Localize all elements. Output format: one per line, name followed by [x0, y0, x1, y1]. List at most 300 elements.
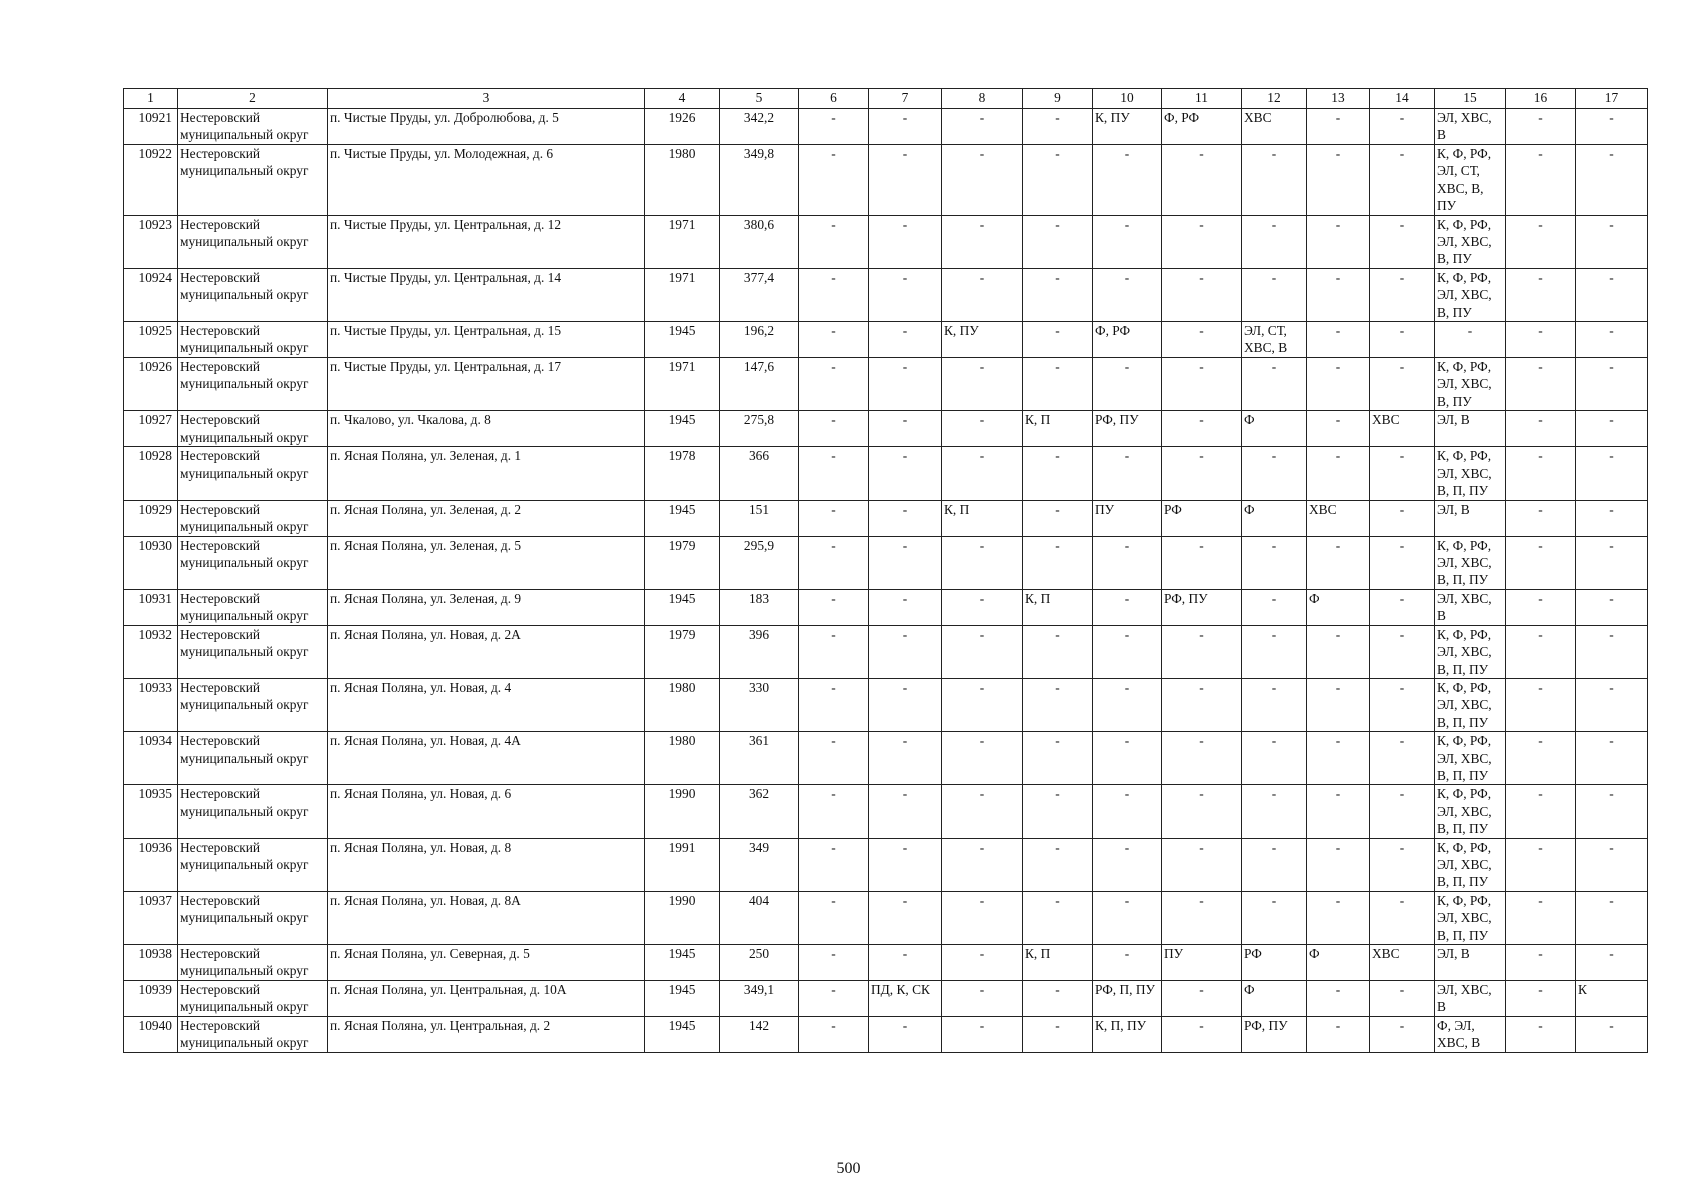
- cell-col-13: -: [1307, 411, 1370, 447]
- cell-col-7: ПД, К, СК: [869, 981, 942, 1017]
- cell-col-6: -: [799, 1017, 869, 1053]
- cell-area: 330: [720, 678, 799, 731]
- cell-col-7: -: [869, 678, 942, 731]
- cell-col-10: -: [1093, 358, 1162, 411]
- cell-year-built: 1978: [645, 447, 720, 500]
- cell-record-id: 10922: [124, 145, 178, 216]
- cell-col-8: -: [942, 732, 1023, 785]
- table-row: [124, 945, 1648, 981]
- cell-municipality: Нестеровский муниципальный округ: [178, 838, 328, 891]
- cell-col-12: -: [1242, 678, 1307, 731]
- cell-col-8: -: [942, 1017, 1023, 1053]
- cell-col-8: -: [942, 215, 1023, 268]
- cell-col-12: РФ, ПУ: [1242, 1017, 1307, 1053]
- cell-col-16: -: [1506, 589, 1576, 625]
- cell-col-7: -: [869, 322, 942, 358]
- cell-col-17: -: [1576, 145, 1648, 216]
- column-number-14: 14: [1370, 89, 1435, 109]
- cell-col-6: -: [799, 411, 869, 447]
- cell-year-built: 1990: [645, 785, 720, 838]
- cell-record-id: 10934: [124, 732, 178, 785]
- cell-col-9: -: [1023, 838, 1093, 891]
- cell-col-10: -: [1093, 838, 1162, 891]
- cell-area: 295,9: [720, 536, 799, 589]
- cell-col-15: ЭЛ, ХВС, В: [1435, 109, 1506, 145]
- cell-area: 362: [720, 785, 799, 838]
- cell-col-7: -: [869, 145, 942, 216]
- cell-area: 380,6: [720, 215, 799, 268]
- table-row: [124, 625, 1648, 678]
- table-row: [124, 215, 1648, 268]
- cell-col-7: -: [869, 500, 942, 536]
- table-row: [124, 268, 1648, 321]
- cell-col-15: К, Ф, РФ, ЭЛ, ХВС, В, П, ПУ: [1435, 891, 1506, 944]
- cell-col-7: -: [869, 891, 942, 944]
- cell-col-8: -: [942, 785, 1023, 838]
- cell-col-6: -: [799, 785, 869, 838]
- table-row: [124, 322, 1648, 358]
- cell-col-14: -: [1370, 358, 1435, 411]
- cell-col-6: -: [799, 945, 869, 981]
- cell-col-13: -: [1307, 268, 1370, 321]
- cell-municipality: Нестеровский муниципальный округ: [178, 411, 328, 447]
- cell-col-7: -: [869, 536, 942, 589]
- cell-col-7: -: [869, 732, 942, 785]
- cell-municipality: Нестеровский муниципальный округ: [178, 500, 328, 536]
- cell-col-11: -: [1162, 411, 1242, 447]
- cell-year-built: 1945: [645, 411, 720, 447]
- cell-year-built: 1945: [645, 500, 720, 536]
- cell-col-9: К, П: [1023, 589, 1093, 625]
- cell-record-id: 10926: [124, 358, 178, 411]
- cell-col-15: К, Ф, РФ, ЭЛ, ХВС, В, ПУ: [1435, 215, 1506, 268]
- cell-col-10: -: [1093, 678, 1162, 731]
- cell-col-6: -: [799, 838, 869, 891]
- cell-col-17: -: [1576, 838, 1648, 891]
- column-number-header-row: [124, 89, 1648, 109]
- table-row: [124, 838, 1648, 891]
- cell-col-17: -: [1576, 536, 1648, 589]
- column-number-11: 11: [1162, 89, 1242, 109]
- cell-municipality: Нестеровский муниципальный округ: [178, 678, 328, 731]
- cell-col-15: К, Ф, РФ, ЭЛ, ХВС, В, ПУ: [1435, 268, 1506, 321]
- register-table-container: [123, 88, 1619, 1053]
- cell-col-12: -: [1242, 536, 1307, 589]
- cell-area: 147,6: [720, 358, 799, 411]
- cell-municipality: Нестеровский муниципальный округ: [178, 447, 328, 500]
- cell-area: 183: [720, 589, 799, 625]
- cell-municipality: Нестеровский муниципальный округ: [178, 732, 328, 785]
- cell-address: п. Чистые Пруды, ул. Центральная, д. 12: [328, 215, 645, 268]
- column-number-7: 7: [869, 89, 942, 109]
- table-row: [124, 500, 1648, 536]
- cell-col-13: -: [1307, 981, 1370, 1017]
- cell-col-16: -: [1506, 945, 1576, 981]
- cell-municipality: Нестеровский муниципальный округ: [178, 945, 328, 981]
- cell-col-11: -: [1162, 1017, 1242, 1053]
- cell-col-8: -: [942, 678, 1023, 731]
- cell-col-11: -: [1162, 358, 1242, 411]
- column-number-8: 8: [942, 89, 1023, 109]
- cell-municipality: Нестеровский муниципальный округ: [178, 625, 328, 678]
- housing-register-table: [123, 88, 1648, 1053]
- cell-col-12: ХВС: [1242, 109, 1307, 145]
- cell-col-9: -: [1023, 678, 1093, 731]
- cell-year-built: 1945: [645, 945, 720, 981]
- cell-col-16: -: [1506, 536, 1576, 589]
- cell-address: п. Ясная Поляна, ул. Новая, д. 8: [328, 838, 645, 891]
- cell-col-11: РФ: [1162, 500, 1242, 536]
- cell-col-12: -: [1242, 358, 1307, 411]
- cell-record-id: 10935: [124, 785, 178, 838]
- cell-col-12: -: [1242, 785, 1307, 838]
- cell-col-8: -: [942, 945, 1023, 981]
- cell-record-id: 10923: [124, 215, 178, 268]
- cell-col-16: -: [1506, 268, 1576, 321]
- column-number-10: 10: [1093, 89, 1162, 109]
- cell-col-12: РФ: [1242, 945, 1307, 981]
- table-row: [124, 732, 1648, 785]
- cell-col-15: К, Ф, РФ, ЭЛ, ХВС, В, П, ПУ: [1435, 838, 1506, 891]
- cell-col-9: -: [1023, 625, 1093, 678]
- cell-col-6: -: [799, 145, 869, 216]
- table-row: [124, 785, 1648, 838]
- cell-address: п. Ясная Поляна, ул. Северная, д. 5: [328, 945, 645, 981]
- cell-col-7: -: [869, 625, 942, 678]
- cell-col-12: -: [1242, 732, 1307, 785]
- cell-col-8: К, П: [942, 500, 1023, 536]
- column-number-3: 3: [328, 89, 645, 109]
- cell-col-15: К, Ф, РФ, ЭЛ, ХВС, В, П, ПУ: [1435, 536, 1506, 589]
- cell-record-id: 10939: [124, 981, 178, 1017]
- cell-col-10: -: [1093, 447, 1162, 500]
- cell-municipality: Нестеровский муниципальный округ: [178, 1017, 328, 1053]
- cell-col-11: -: [1162, 625, 1242, 678]
- cell-col-12: -: [1242, 447, 1307, 500]
- cell-year-built: 1945: [645, 981, 720, 1017]
- cell-record-id: 10927: [124, 411, 178, 447]
- cell-col-13: -: [1307, 1017, 1370, 1053]
- cell-col-11: -: [1162, 678, 1242, 731]
- cell-col-16: -: [1506, 500, 1576, 536]
- cell-col-10: -: [1093, 536, 1162, 589]
- cell-area: 396: [720, 625, 799, 678]
- cell-col-13: -: [1307, 109, 1370, 145]
- cell-record-id: 10932: [124, 625, 178, 678]
- cell-col-17: -: [1576, 785, 1648, 838]
- cell-col-14: ХВС: [1370, 945, 1435, 981]
- cell-year-built: 1971: [645, 268, 720, 321]
- cell-col-17: -: [1576, 891, 1648, 944]
- cell-col-16: -: [1506, 678, 1576, 731]
- cell-col-11: ПУ: [1162, 945, 1242, 981]
- cell-col-17: -: [1576, 411, 1648, 447]
- column-number-5: 5: [720, 89, 799, 109]
- cell-col-7: -: [869, 945, 942, 981]
- cell-col-17: -: [1576, 268, 1648, 321]
- cell-col-17: К: [1576, 981, 1648, 1017]
- cell-municipality: Нестеровский муниципальный округ: [178, 589, 328, 625]
- cell-col-15: Ф, ЭЛ, ХВС, В: [1435, 1017, 1506, 1053]
- table-row: [124, 411, 1648, 447]
- cell-col-16: -: [1506, 145, 1576, 216]
- cell-col-9: -: [1023, 145, 1093, 216]
- cell-col-10: -: [1093, 589, 1162, 625]
- cell-col-16: -: [1506, 981, 1576, 1017]
- cell-col-7: -: [869, 411, 942, 447]
- cell-col-7: -: [869, 1017, 942, 1053]
- cell-col-11: РФ, ПУ: [1162, 589, 1242, 625]
- cell-municipality: Нестеровский муниципальный округ: [178, 536, 328, 589]
- cell-municipality: Нестеровский муниципальный округ: [178, 981, 328, 1017]
- cell-address: п. Чкалово, ул. Чкалова, д. 8: [328, 411, 645, 447]
- cell-municipality: Нестеровский муниципальный округ: [178, 145, 328, 216]
- cell-col-15: ЭЛ, ХВС, В: [1435, 981, 1506, 1017]
- cell-col-17: -: [1576, 625, 1648, 678]
- cell-area: 349,8: [720, 145, 799, 216]
- cell-col-6: -: [799, 625, 869, 678]
- cell-col-10: Ф, РФ: [1093, 322, 1162, 358]
- cell-address: п. Чистые Пруды, ул. Центральная, д. 17: [328, 358, 645, 411]
- cell-col-11: -: [1162, 322, 1242, 358]
- cell-col-14: -: [1370, 215, 1435, 268]
- cell-col-14: -: [1370, 981, 1435, 1017]
- cell-col-12: Ф: [1242, 500, 1307, 536]
- cell-record-id: 10924: [124, 268, 178, 321]
- cell-col-13: Ф: [1307, 589, 1370, 625]
- cell-col-11: Ф, РФ: [1162, 109, 1242, 145]
- cell-address: п. Ясная Поляна, ул. Новая, д. 4: [328, 678, 645, 731]
- cell-address: п. Чистые Пруды, ул. Центральная, д. 15: [328, 322, 645, 358]
- cell-col-9: -: [1023, 891, 1093, 944]
- cell-col-14: -: [1370, 732, 1435, 785]
- cell-year-built: 1980: [645, 678, 720, 731]
- cell-col-6: -: [799, 215, 869, 268]
- cell-area: 366: [720, 447, 799, 500]
- cell-address: п. Ясная Поляна, ул. Новая, д. 8А: [328, 891, 645, 944]
- cell-col-13: -: [1307, 838, 1370, 891]
- cell-address: п. Ясная Поляна, ул. Новая, д. 4А: [328, 732, 645, 785]
- cell-address: п. Ясная Поляна, ул. Центральная, д. 10А: [328, 981, 645, 1017]
- cell-col-17: -: [1576, 215, 1648, 268]
- cell-col-17: -: [1576, 447, 1648, 500]
- cell-address: п. Ясная Поляна, ул. Зеленая, д. 2: [328, 500, 645, 536]
- cell-col-14: -: [1370, 891, 1435, 944]
- cell-col-15: ЭЛ, В: [1435, 411, 1506, 447]
- cell-record-id: 10928: [124, 447, 178, 500]
- cell-col-16: -: [1506, 447, 1576, 500]
- cell-year-built: 1945: [645, 1017, 720, 1053]
- column-number-2: 2: [178, 89, 328, 109]
- cell-col-9: К, П: [1023, 411, 1093, 447]
- cell-col-10: -: [1093, 732, 1162, 785]
- cell-col-16: -: [1506, 1017, 1576, 1053]
- cell-record-id: 10921: [124, 109, 178, 145]
- page-number: 500: [836, 1160, 861, 1177]
- cell-record-id: 10933: [124, 678, 178, 731]
- cell-area: 377,4: [720, 268, 799, 321]
- cell-address: п. Ясная Поляна, ул. Зеленая, д. 9: [328, 589, 645, 625]
- cell-col-9: -: [1023, 447, 1093, 500]
- cell-col-11: -: [1162, 215, 1242, 268]
- cell-col-6: -: [799, 109, 869, 145]
- cell-address: п. Ясная Поляна, ул. Центральная, д. 2: [328, 1017, 645, 1053]
- cell-col-11: -: [1162, 447, 1242, 500]
- cell-col-15: -: [1435, 322, 1506, 358]
- cell-col-14: -: [1370, 1017, 1435, 1053]
- cell-col-17: -: [1576, 322, 1648, 358]
- cell-record-id: 10930: [124, 536, 178, 589]
- cell-col-7: -: [869, 447, 942, 500]
- table-row: [124, 1017, 1648, 1053]
- cell-col-9: К, П: [1023, 945, 1093, 981]
- cell-col-13: -: [1307, 678, 1370, 731]
- cell-col-7: -: [869, 268, 942, 321]
- cell-col-9: -: [1023, 109, 1093, 145]
- cell-col-10: РФ, ПУ: [1093, 411, 1162, 447]
- cell-year-built: 1926: [645, 109, 720, 145]
- cell-year-built: 1990: [645, 891, 720, 944]
- cell-municipality: Нестеровский муниципальный округ: [178, 322, 328, 358]
- cell-col-12: -: [1242, 145, 1307, 216]
- cell-col-8: -: [942, 268, 1023, 321]
- column-number-4: 4: [645, 89, 720, 109]
- cell-col-17: -: [1576, 1017, 1648, 1053]
- cell-col-15: ЭЛ, ХВС, В: [1435, 589, 1506, 625]
- cell-col-8: -: [942, 145, 1023, 216]
- column-number-15: 15: [1435, 89, 1506, 109]
- cell-year-built: 1945: [645, 322, 720, 358]
- cell-col-13: -: [1307, 891, 1370, 944]
- cell-col-17: -: [1576, 945, 1648, 981]
- cell-col-11: -: [1162, 981, 1242, 1017]
- cell-col-13: -: [1307, 785, 1370, 838]
- cell-address: п. Ясная Поляна, ул. Зеленая, д. 1: [328, 447, 645, 500]
- column-number-16: 16: [1506, 89, 1576, 109]
- cell-col-6: -: [799, 322, 869, 358]
- cell-col-8: -: [942, 447, 1023, 500]
- cell-col-15: К, Ф, РФ, ЭЛ, ХВС, В, ПУ: [1435, 358, 1506, 411]
- cell-address: п. Чистые Пруды, ул. Центральная, д. 14: [328, 268, 645, 321]
- cell-col-9: -: [1023, 358, 1093, 411]
- column-number-17: 17: [1576, 89, 1648, 109]
- cell-col-17: -: [1576, 589, 1648, 625]
- cell-col-6: -: [799, 500, 869, 536]
- cell-col-15: ЭЛ, В: [1435, 945, 1506, 981]
- cell-col-16: -: [1506, 838, 1576, 891]
- cell-col-16: -: [1506, 625, 1576, 678]
- cell-col-6: -: [799, 268, 869, 321]
- cell-year-built: 1979: [645, 625, 720, 678]
- cell-address: п. Чистые Пруды, ул. Добролюбова, д. 5: [328, 109, 645, 145]
- table-row: [124, 109, 1648, 145]
- cell-col-16: -: [1506, 891, 1576, 944]
- cell-col-12: -: [1242, 215, 1307, 268]
- cell-col-14: -: [1370, 322, 1435, 358]
- cell-col-10: -: [1093, 945, 1162, 981]
- cell-col-12: Ф: [1242, 411, 1307, 447]
- cell-address: п. Ясная Поляна, ул. Новая, д. 6: [328, 785, 645, 838]
- cell-col-10: К, П, ПУ: [1093, 1017, 1162, 1053]
- cell-col-10: -: [1093, 215, 1162, 268]
- cell-col-14: -: [1370, 678, 1435, 731]
- cell-col-6: -: [799, 536, 869, 589]
- cell-col-14: -: [1370, 145, 1435, 216]
- cell-col-9: -: [1023, 268, 1093, 321]
- cell-col-7: -: [869, 838, 942, 891]
- cell-col-17: -: [1576, 109, 1648, 145]
- column-number-1: 1: [124, 89, 178, 109]
- cell-col-8: -: [942, 358, 1023, 411]
- cell-col-17: -: [1576, 500, 1648, 536]
- cell-col-16: -: [1506, 785, 1576, 838]
- cell-col-6: -: [799, 678, 869, 731]
- cell-year-built: 1971: [645, 215, 720, 268]
- cell-col-9: -: [1023, 536, 1093, 589]
- cell-col-14: -: [1370, 268, 1435, 321]
- cell-col-14: -: [1370, 838, 1435, 891]
- cell-col-16: -: [1506, 109, 1576, 145]
- cell-area: 404: [720, 891, 799, 944]
- cell-col-10: -: [1093, 625, 1162, 678]
- cell-col-9: -: [1023, 981, 1093, 1017]
- cell-col-13: Ф: [1307, 945, 1370, 981]
- cell-col-12: Ф: [1242, 981, 1307, 1017]
- cell-col-6: -: [799, 358, 869, 411]
- table-row: [124, 145, 1648, 216]
- table-row: [124, 678, 1648, 731]
- cell-col-13: ХВС: [1307, 500, 1370, 536]
- cell-col-13: -: [1307, 447, 1370, 500]
- cell-col-11: -: [1162, 838, 1242, 891]
- cell-col-12: -: [1242, 838, 1307, 891]
- cell-col-9: -: [1023, 322, 1093, 358]
- cell-col-11: -: [1162, 891, 1242, 944]
- table-row: [124, 891, 1648, 944]
- cell-col-7: -: [869, 358, 942, 411]
- cell-col-8: -: [942, 981, 1023, 1017]
- cell-col-15: К, Ф, РФ, ЭЛ, СТ, ХВС, В, ПУ: [1435, 145, 1506, 216]
- cell-col-14: -: [1370, 109, 1435, 145]
- cell-col-8: -: [942, 625, 1023, 678]
- cell-year-built: 1991: [645, 838, 720, 891]
- cell-address: п. Ясная Поляна, ул. Зеленая, д. 5: [328, 536, 645, 589]
- cell-col-13: -: [1307, 145, 1370, 216]
- cell-col-16: -: [1506, 411, 1576, 447]
- column-number-13: 13: [1307, 89, 1370, 109]
- cell-col-12: -: [1242, 589, 1307, 625]
- cell-year-built: 1971: [645, 358, 720, 411]
- cell-area: 275,8: [720, 411, 799, 447]
- table-row: [124, 981, 1648, 1017]
- cell-col-10: К, ПУ: [1093, 109, 1162, 145]
- cell-col-8: -: [942, 891, 1023, 944]
- table-row: [124, 447, 1648, 500]
- cell-col-6: -: [799, 891, 869, 944]
- cell-col-12: -: [1242, 891, 1307, 944]
- cell-col-7: -: [869, 589, 942, 625]
- cell-col-9: -: [1023, 1017, 1093, 1053]
- cell-col-16: -: [1506, 322, 1576, 358]
- cell-area: 361: [720, 732, 799, 785]
- cell-municipality: Нестеровский муниципальный округ: [178, 109, 328, 145]
- cell-col-6: -: [799, 981, 869, 1017]
- cell-col-13: -: [1307, 358, 1370, 411]
- cell-col-8: К, ПУ: [942, 322, 1023, 358]
- column-number-6: 6: [799, 89, 869, 109]
- table-row: [124, 589, 1648, 625]
- cell-address: п. Ясная Поляна, ул. Новая, д. 2А: [328, 625, 645, 678]
